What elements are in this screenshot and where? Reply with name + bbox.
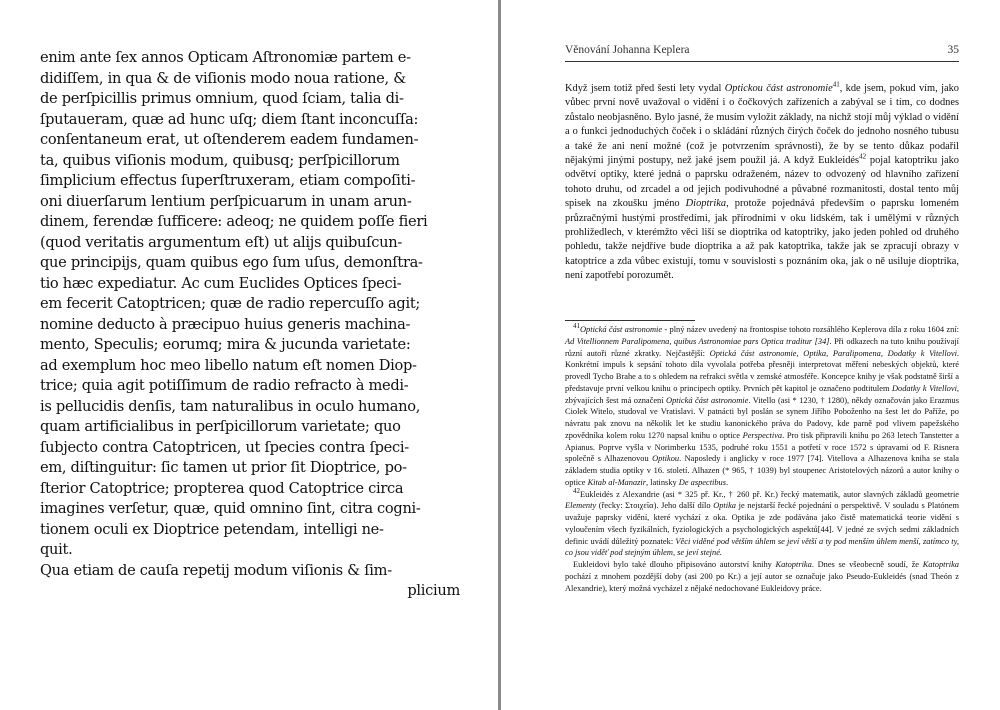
running-header-title: Věnování Johanna Keplera [565,44,690,56]
latin-line: quit. [40,541,73,558]
footnote-42: $^{42}$Eukleidés z Alexandrie (asi * 325 př. Kr., † 260 př. Kr.) řecký matematik, autor slavných základů geometrie Elementy (řecky: Στοιχεῖα). Jeho další dílo Optika je nejstarší řecké pojednání o perspektivě. V souladu s Platónem uvažuje paprsky vidění, které vychází z oka. Optika je zde podávána jako čistě matematická teorie vidění s vyloučením všech fyzikálních, fyziologických a psychologických aspektů[44]. V jedné ze svých sedmi základních definic uvádí důležitý poznatek: Věci viděné pod větším úhlem se jeví větší a ty pod menším úhlem menší, zatímco ty, co jsou viděť pod stejným úhlem, se jeví stejné. [565,486,959,558]
latin-line: em fecerit Catoptricen; quæ de radio repercuſſo agit; [40,295,421,312]
latin-line: oni diuerſarum lentium perſpicuarum in unam arun- [40,192,412,210]
footnote-41: $^{41}$Optická část astronomie - plný název uvedený na frontospise tohoto rozsáhlého Keplerova díla z roku 1604 zní: Ad Vitellionnem Paralipomena, quibus Astronomiae pars Optica traditur [34]. Při odkazech na tuto knihu používají různí autoři různé zkratky. Nejčastější: Optická část astronomie, Optika, Paralipomena, Dodatky k Vitellovi. Konkrétní impuls k sepsání tohoto díla vyvolala potřeba přesněji interpretovat měření nebeských objektů, které provedl Tycho Brahe a to s ohledem na refrakci světla v zemské atmosféře. Koncepce knihy je však podstatně širší a představuje první velkou knihu o principech optiky. Prvních pět kapitol je označeno podtitulem Dodatky k Vitellovi, zbývajících šest má označení Optická část astronomie. Vitello (asi * 1230, † 1280), někdy označován jako Erazmus Ciolek Witelo, studoval ve Vratislavi. V patnácti byl poslán se synem Jiřího Poboženho na šest let do Paříže, po návratu pak znovu na několik let ke studiu kanonického práva do Padovy, kde parně pod vlivem papežského zpovědníka kolem roku 1270 napsal knihu o optice Perspectiva. Pro tisk připravili knihu po 263 letech Tanstetter a Apianus. Poprve vyšla v Norimberku 1535, podruhé roku 1551 a potřetí v roce 1572 s úpravami od F. Risnera společně s Alhazenovou Optikou. Naposledy i anglicky v roce 1977 [74]. Vitellova a Alhazenova kniha se stala základem studia optiky v 16. století. Alhazen (* 965, † 1039) byl stoupenec Aristotelových názorů a autor knihy o optice Kitab al-Manazir, latinsky De aspectibus. [565,322,960,487]
latin-catchword: plicium [407,582,460,599]
latin-line: ſubjecto contra Catoptricen, ut ſpecies contra ſpeci- [40,438,409,456]
footnote-ref-41: 41 [832,80,840,89]
running-header [565,44,959,60]
main-body-text [565,82,959,284]
latin-line: trice; quia agit potiſſimum de radio refracto à medi- [40,377,409,394]
footnote-rule [565,320,695,321]
latin-line: que principijs, quam quibus ego ſum uſus, demonſtra- [40,254,423,271]
latin-line: conſentaneum erat, ut oſtenderem eadem fundamen- [40,131,419,148]
latin-line: (quod veritatis argumentum eſt) ut alijs quibuſcun- [40,233,402,251]
footnotes [565,324,959,594]
latin-line: em, diſtinguitur: ſic tamen ut prior ſit Dioptrice, po- [40,459,407,476]
latin-line: tio hæc expediatur. Ac cum Euclides Optices ſpeci- [40,274,402,292]
latin-line: ad exemplum hoc meo libello natum eſt nomen Diop- [40,356,417,374]
latin-line: ſterior Catoptrice; propterea quod Catoptrice circa [40,479,404,497]
latin-line: didiſſem, in qua & de viſionis modo noua ratione, & [40,69,406,87]
latin-line: tionem oculi ex Dioptrice petendam, intelligi ne- [40,520,384,538]
header-rule [565,61,959,62]
latin-line: imagines verſetur, quæ, quid omnino ſint, citra cogni- [40,500,421,517]
footnote-ref-42: 42 [859,152,867,161]
latin-line: ta, quibus viſionis modum, quibusq; perſpicillorum [40,151,400,169]
left-page-latin-facsimile [0,0,498,710]
latin-line: dinem, ferendæ ſufficere: adeoq; ne quidem poſſe fieri [40,213,428,230]
latin-line: mento, Speculis; eorumq; mira & jucunda varietate: [40,336,411,353]
latin-line: ſimplicium effectus ſuperſtruxeram, etiam compoſiti- [40,172,416,189]
latin-line: is pellucidis denſis, tam naturalibus in oculo humano, [40,397,421,415]
latin-line: quam artificialibus in perſpicillorum varietate; quo [40,418,401,435]
latin-text-block [40,48,460,602]
latin-line: ſputaueram, quæ ad hunc uſq; diem ſtant inconcuſſa: [40,110,419,128]
latin-line: enim ante ſex annos Opticam Aſtronomiæ partem e- [40,49,411,66]
right-page-czech-translation [501,0,1000,710]
body-paragraph: Když jsem totiž před šesti lety vydal Optickou část astronomie$^{41}$, kde jsem, pokud vím, jako vůbec první nově uvažoval o vidění i o čočkových zařízeních a zabýval se i tím, co dodnes zůstalo neobjasněno. Bylo jasné, že musím vyložit základy, na nichž stojí můj výklad o vidění a o funkci jednoduchých čoček i o skládání různých čirých čoček do jednoho nosného tubusu a také že ani není možné (což je potvrzením správnosti), že by se tento důkaz podařil nějakými jinými postupy, než jaké jsem použil já. A když Eukleidés$^{42}$ pojal katoptriku jako odvětví optiky, které jedná o paprsku odraženém, název to odvozený od hlavního zařízení tohoto druhu, od zrcadel a od jejich podivuhodné a půvabné rozmanitosti, dostal tento můj spisek na zkoušku jméno Dioptrika, protože pojednává především o paprsku lomeném průzračnými hustými prostředími, jak přírodními v oku lidském, tak i umělými v různých prohlížedlech, v kterémžto věci liší se dioptrika od katoptriky, jako jeden pohled od druhého pohledu, takže nejdříve bude dioptrika a až pak katoptrika, takže jak se zpracují obrazy v katoptrice a zda vůbec existují, tomu v souvislosti s poznáním oka, jak o ně usiluje dioptrika, není zapotřebí porozumět. [565,80,959,282]
latin-line: de perſpicillis primus omnium, quod ſciam, talia di- [40,90,404,107]
page-number: 35 [947,44,959,56]
latin-line: nomine deducto à præcipuo huius generis machina- [40,315,411,333]
footnote-42-continued: Eukleidovi bylo také dlouho připisováno autorství knihy Katoptrika. Dnes se všeobecně soudí, že Katoptrika pochází z mnohem pozdější doby (asi 200 po Kr.) a její autor se označuje jako Pseudo-Eukleidés (snad Theón z Alexandrie), který možná vycházel z nějaké nedochované Eukleidovy práce. [565,560,959,593]
latin-line: Qua etiam de cauſa repetij modum viſionis & ſim- [40,561,392,579]
